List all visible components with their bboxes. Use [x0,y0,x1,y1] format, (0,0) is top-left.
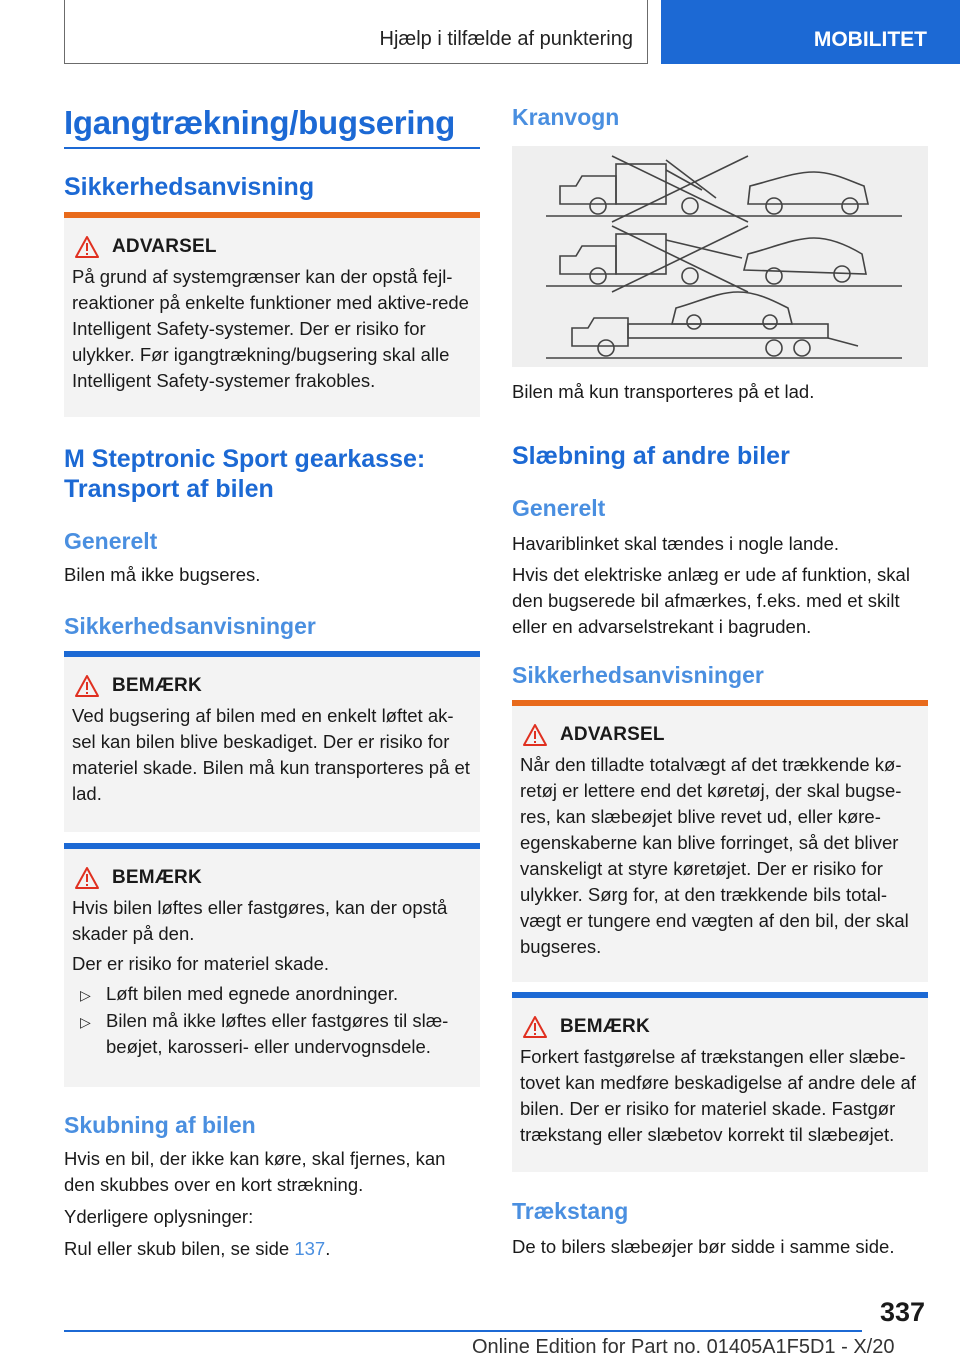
safety-subheading: Sikkerhedsanvisninger [64,613,316,639]
warning-triangle-icon [74,235,100,259]
towing-other-heading: Slæbning af andre biler [512,442,790,470]
general-text: Hvis det elektriske anlæg er ude af funktion, skal den bugserede bil afmærkes, f.eks. med et skilt eller en advarselstrekant i bagruden. [512,564,910,637]
warning-triangle-icon [74,866,100,890]
general-heading: Generelt [64,528,158,554]
chapter-tab [661,0,960,64]
warning-title [522,722,920,748]
roll-text-end: . [325,1238,331,1259]
roll-text [64,1236,480,1262]
note-box [64,651,480,832]
drawbar-text: De to bilers slæbeøjer bør sidde i samme side. [512,1236,895,1257]
note-text: Forkert fastgørelse af trækstangen eller slæbe-tovet kan medføre beskadigelse af andre dele af bilen. Der er risiko for materiel skade. Fastgør trækstang eller slæbetov korrekt til slæbeøjet. [520,1046,916,1145]
note-label: BEMÆRK [112,675,202,696]
tow-truck-diagram [512,146,928,367]
page-title: Igangtrækning/bugsering [64,104,455,141]
header-section-title: Hjælp i tilfælde af punktering [379,28,633,50]
warning-title [74,234,472,260]
note-text: Ved bugsering af bilen med en enkelt løftet ak-sel kan bilen blive beskadiget. Der er risiko for materiel skade. Bilen må kun transporteres på et lad. [72,705,470,804]
tow-truck-illustration [512,146,928,367]
note-label: BEMÆRK [112,867,202,888]
note-title [522,1014,920,1040]
edition-text: Online Edition for Part no. 01405A1F5D1 - X/20 [472,1336,895,1358]
running-header [64,0,648,64]
warning-text: Når den tilladte totalvægt af det trækkende kø-retøj er lettere end det køretøj, der skal bugse-res, kan slæbeøjet blive revet ud, eller køre-egenskaberne kan blive forringet, så det bliver vanskeligt at styre køretøjet. Der er risiko for ulykker. Sørg for, at den trækkende bils total-vægt er tungere end vægten af den bil, der skal bugseres. [520,754,909,957]
warning-box [64,212,480,417]
note-title [74,673,472,699]
note-label: BEMÆRK [560,1016,650,1037]
roll-text-body: Rul eller skub bilen, se side [64,1238,290,1259]
note-text: Hvis bilen løftes eller fastgøres, kan der opstå skader på den. [72,897,448,944]
tow-caption: Bilen må kun transporteres på et lad. [512,381,815,402]
general-heading: Generelt [512,495,606,521]
list-item [72,1008,472,1060]
page-reference-link[interactable]: 137 [294,1238,326,1259]
general-text: Havariblinket skal tændes i nogle lande. [512,533,840,554]
list-item-text: Bilen må ikke løftes eller fastgøres til slæ-beøjet, karosseri- eller undervognsdele. [106,1010,449,1057]
push-text: Hvis en bil, der ikke kan køre, skal fjernes, kan den skubbes over en kort strækning. [64,1148,446,1195]
warning-box [512,700,928,982]
note-title [74,865,472,891]
drawbar-heading: Trækstang [512,1198,629,1224]
chapter-title: MOBILITET [813,28,927,51]
tow-truck-heading: Kranvogn [512,104,620,130]
page-number: 337 [880,1297,926,1327]
warning-label: ADVARSEL [112,236,217,257]
footer-rule [64,1330,862,1332]
push-heading: Skubning af bilen [64,1112,256,1138]
title-rule [64,147,480,149]
note-box [512,992,928,1172]
note-box [64,843,480,1087]
warning-text: På grund af systemgrænser kan der opstå fejl-reaktioner på enkelte funktioner med aktive-rede Intelligent Safety-systemer. Der er risiko for ulykker. Før igangtrækning/bugsering skal alle Intelligent Safety-systemer frakobles. [72,266,469,391]
warning-triangle-icon [74,674,100,698]
bullet-triangle-icon: ▷ [80,1014,91,1030]
bullet-triangle-icon: ▷ [80,987,91,1003]
safety-heading: Sikkerhedsanvisning [64,173,315,201]
safety-subheading: Sikkerhedsanvisninger [512,662,764,688]
warning-label: ADVARSEL [560,724,665,745]
warning-triangle-icon [522,1015,548,1039]
list-item [72,981,472,1008]
note-text: Der er risiko for materiel skade. [72,953,330,974]
warning-triangle-icon [522,723,548,747]
list-item-text: Løft bilen med egnede anordninger. [106,983,399,1004]
general-text: Bilen må ikke bugseres. [64,564,261,585]
steptronic-heading: M Steptronic Sport gearkasse: Transport af bilen [64,445,426,503]
more-info-text: Yderligere oplysninger: [64,1206,254,1227]
